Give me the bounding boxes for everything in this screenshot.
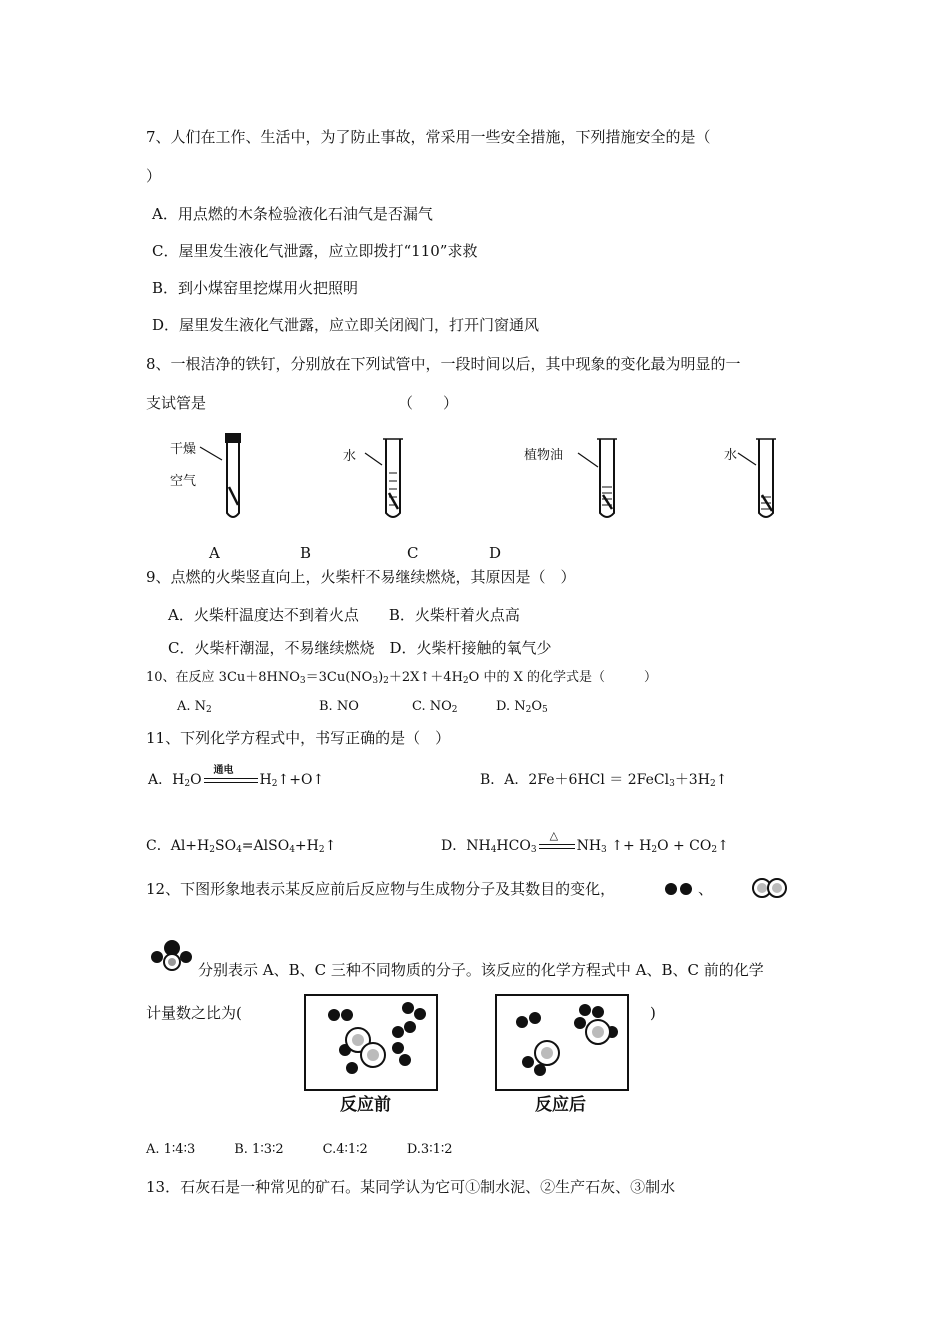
q7-option-c: C．屋里发生液化气泄露，应立即拨打“110”求救 — [152, 242, 478, 260]
q8-label-c: C — [407, 544, 419, 562]
after-label: 反应后 — [535, 1095, 586, 1115]
q10-option-d: D. $N_2O_5$ — [496, 699, 548, 715]
electrolysis-arrow: 通电 — [202, 773, 260, 787]
label-dry: 干燥 — [170, 442, 197, 457]
q11-option-a: A．$H_2O$ 通电 $H_2↑+O↑$ — [148, 765, 325, 789]
tube-d — [738, 439, 776, 517]
q13-stem: 13．石灰石是一种常见的矿石。某同学认为它可①制水泥、②生产石灰、③制水 — [146, 1178, 676, 1196]
q12-options: A. 1∶4∶3 B. 1∶3∶2 C.4∶1∶2 D.3∶1∶2 — [146, 1142, 453, 1157]
q11-option-d: D．$NH_4HCO_3$ △ $NH_3$ ↑+ $H_2O$ + $CO_2↑$ — [441, 829, 729, 855]
q8-stem: 8、一根洁净的铁钉，分别放在下列试管中，一段时间以后，其中现象的变化最为明显的一 — [146, 355, 741, 373]
label-water-b: 水 — [343, 449, 357, 464]
q11-option-c: C．$Al+H_2SO_4=AlSO_4+H_2↑$ — [146, 838, 337, 855]
q10-option-b: B. NO — [319, 699, 359, 714]
before-box — [305, 995, 437, 1090]
q7-stem: 7、人们在工作、生活中，为了防止事故，常采用一些安全措施，下列措施安全的是（ — [146, 128, 711, 146]
q12-stem-3-end: ) — [650, 1004, 656, 1022]
q10-option-c: C. $NO_2$ — [412, 699, 458, 715]
q12-stem-3: 计量数之比为( — [146, 1004, 242, 1022]
test-tubes-figure — [160, 425, 800, 530]
tube-b — [365, 439, 403, 517]
q7-stem-end: ） — [146, 167, 162, 185]
q10-option-a: A. $N_2$ — [177, 699, 212, 715]
label-water-d: 水 — [724, 448, 738, 463]
q9-stem: 9、点燃的火柴竖直向上，火柴杆不易继续燃烧，其原因是（ ） — [146, 568, 576, 586]
q9-options-row2: C．火柴杆潮湿，不易继续燃烧 D．火柴杆接触的氧气少 — [168, 639, 552, 657]
tube-c — [578, 439, 617, 517]
after-box — [496, 995, 628, 1090]
q12-stem-separator: 、 — [698, 880, 714, 898]
q8-label-a: A — [209, 544, 220, 562]
label-oil: 植物油 — [524, 448, 564, 463]
q11-option-b: B．A．$2Fe+6HCl = 2FeCl_3+3H_2↑$ — [480, 772, 728, 789]
molecule-a-icon — [664, 881, 698, 897]
q7-option-d: D．屋里发生液化气泄露，应立即关闭阀门，打开门窗通风 — [152, 316, 540, 334]
q8-stem-2: 支试管是 — [146, 394, 207, 412]
q8-answer-paren: （ ） — [398, 394, 459, 412]
heat-arrow: △ — [537, 839, 577, 853]
before-label: 反应前 — [340, 1095, 391, 1115]
q8-label-b: B — [300, 544, 312, 562]
q12-stem: 12、下图形象地表示某反应前后反应物与生成物分子及其数目的变化， — [146, 880, 616, 898]
q10-stem: 10、在反应 $3Cu+8HNO_3=3Cu(NO_3)_2+2X↑+4H_2O$ 中的 X 的化学式是（ ） — [146, 670, 657, 686]
q7-option-b: B．到小煤窑里挖煤用火把照明 — [152, 279, 359, 297]
molecule-b-icon — [750, 877, 790, 899]
label-air: 空气 — [170, 474, 197, 489]
q11-stem: 11、下列化学方程式中，书写正确的是（ ） — [146, 729, 451, 747]
q7-option-a: A．用点燃的木条检验液化石油气是否漏气 — [152, 205, 433, 223]
tube-a — [200, 433, 241, 517]
q8-label-d: D — [489, 544, 502, 562]
q9-options-row1: A．火柴杆温度达不到着火点 B．火柴杆着火点高 — [168, 606, 520, 624]
molecule-c-icon — [148, 938, 196, 972]
q12-stem-2: 分别表示 A、B、C 三种不同物质的分子。该反应的化学方程式中 A、B、C 前的化学 — [198, 961, 764, 979]
